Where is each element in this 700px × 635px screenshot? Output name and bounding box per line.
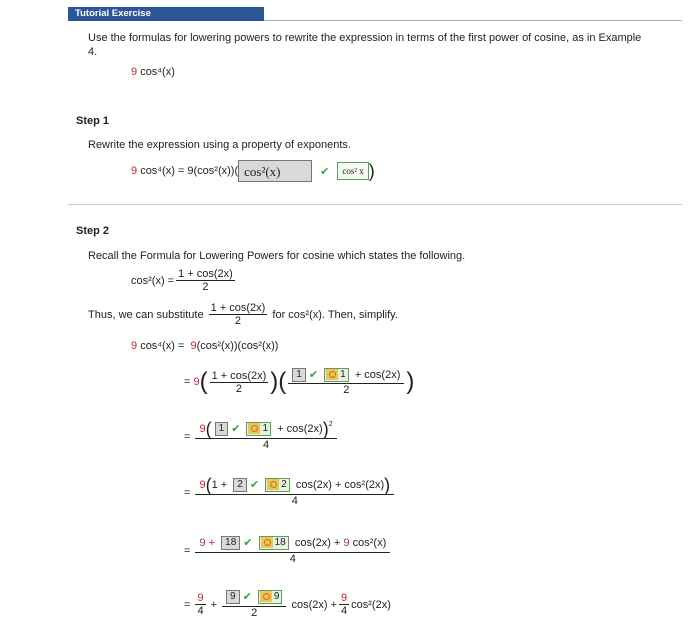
line3-open: 1 + <box>211 478 228 491</box>
key-icon <box>260 591 272 602</box>
simplify-line-2 <box>184 419 339 451</box>
line5-tail: cos²(2x) <box>351 598 391 611</box>
line2-tail: + cos(2x) <box>277 422 323 435</box>
step2-text: Recall the Formula for Lowering Powers for cosine which states the following. <box>88 250 466 262</box>
line1-f2-den: 2 <box>343 384 350 396</box>
line4-input-box[interactable]: 18 <box>221 536 240 550</box>
expand-rhs-coef: 9 <box>190 340 197 352</box>
expand-coef: 9 <box>131 340 138 352</box>
line1-f1-den: 2 <box>235 382 242 395</box>
check-icon: ✔ <box>243 536 253 549</box>
line2-answer-box <box>246 422 271 436</box>
step1-label: Step 1 <box>76 115 110 127</box>
step1-text: Rewrite the expression using a property of exponents. <box>88 139 351 151</box>
step1-lhs: cos⁴(x) = <box>140 165 185 177</box>
formula-fraction <box>176 268 235 293</box>
line1-answer: 1 <box>340 369 346 380</box>
formula-numerator: 1 + cos(2x) <box>178 268 233 280</box>
line1-coef: 9 <box>193 376 200 388</box>
line3-coef: 9 <box>199 478 206 491</box>
intro-text: Use the formulas for lowering powers to rewrite the expression in terms of the first power of cosine, as in Example 4. <box>88 32 642 58</box>
line5-f1-den: 4 <box>197 605 204 617</box>
line5-input-box[interactable]: 9 <box>226 590 240 604</box>
substitution-sentence <box>88 302 398 327</box>
line5-answer-box <box>258 590 283 604</box>
line3-answer-box <box>265 478 290 492</box>
equals-sign: = <box>184 544 191 557</box>
check-icon: ✔ <box>231 422 241 435</box>
step-separator <box>68 204 682 205</box>
formula-denominator: 2 <box>202 281 209 293</box>
line3-fraction: $\frac{\text{9(1 + 2 ✔ 2 cos(2x) + cos²(2x))}}{4}$ <box>195 478 394 507</box>
equals-sign: = <box>184 376 191 388</box>
step1-equation: 9 cos⁴(x) = 9(cos²(x))( cos²(x) ✔ cos² x ) <box>131 161 375 181</box>
line5-fraction-2 <box>222 590 286 619</box>
line5-mid: cos(2x) + <box>291 598 338 611</box>
key-icon <box>267 479 279 490</box>
line1-input-box[interactable]: 1 <box>292 368 306 382</box>
line1-answer-box <box>324 368 349 382</box>
step2-label: Step 2 <box>76 225 110 237</box>
line3-tail: cos(2x) + cos²(2x) <box>295 478 385 491</box>
key-icon <box>326 369 338 380</box>
thus-before: Thus, we can substitute <box>88 308 204 321</box>
line3-input-box[interactable]: 2 <box>233 478 247 492</box>
line4-answer: 18 <box>274 537 286 548</box>
thus-fraction <box>209 302 268 327</box>
line2-answer: 1 <box>262 423 269 434</box>
thus-denominator: 2 <box>234 315 242 327</box>
equals-sign: = <box>184 430 191 443</box>
equals-sign: = <box>184 486 191 499</box>
equals-sign: = <box>184 598 191 611</box>
line5-den: 2 <box>251 607 258 619</box>
line2-exponent: 2 <box>328 421 333 429</box>
line2-input-box[interactable]: 1 <box>215 422 229 436</box>
line1-f1-num: 1 + cos(2x) <box>211 369 267 382</box>
formula-lhs: cos²(x) = <box>131 274 175 287</box>
line2-den: 4 <box>262 439 270 451</box>
check-icon: ✔ <box>320 165 330 178</box>
step1-coef: 9 <box>131 165 138 177</box>
thus-numerator: 1 + cos(2x) <box>210 302 266 314</box>
simplify-line-3 <box>184 475 396 507</box>
simplify-line-5 <box>184 590 391 619</box>
tutorial-title: Tutorial Exercise <box>75 8 151 19</box>
header-rule <box>264 20 682 21</box>
line3-den: 4 <box>291 495 298 507</box>
line2-coef: 9 <box>199 422 206 435</box>
step1-answer-box: cos² x <box>337 162 368 180</box>
simplify-line-1: = 9 ( $\frac{1 + \cos(2x)}{2}$ ) ( $\frac{1 ✔ 1 + \cos(2x)}{2}$ ) <box>184 368 415 396</box>
line1-tail: + cos(2x) <box>354 368 401 381</box>
expand-line <box>131 340 278 352</box>
check-icon: ✔ <box>242 590 252 603</box>
line4-c2: 9 <box>343 536 350 549</box>
intro-expression <box>131 66 175 78</box>
line5-fraction-1 <box>195 592 205 617</box>
line5-f2-num: 9 <box>341 592 348 604</box>
lowering-formula <box>131 268 237 293</box>
intro-body: cos⁴(x) <box>140 66 175 78</box>
step1-rhs: 9(cos²(x))( <box>187 165 239 177</box>
tutorial-header <box>68 7 264 21</box>
line4-answer-box <box>259 536 289 550</box>
line4-tail: cos²(x) <box>352 536 387 549</box>
expand-rhs: (cos²(x))(cos²(x)) <box>196 340 279 352</box>
step1-input-box[interactable]: cos²(x) <box>238 160 312 182</box>
key-icon <box>248 423 260 434</box>
line5-f1-num: 9 <box>197 592 204 604</box>
simplify-line-4 <box>184 536 392 565</box>
line4-den: 4 <box>289 553 296 565</box>
line2-fraction: $\frac{9( 1 ✔ 1 + \cos(2x))^2}{4}$ <box>195 422 336 451</box>
key-icon <box>261 537 273 548</box>
check-icon: ✔ <box>249 478 260 491</box>
expand-lhs: cos⁴(x) = <box>140 340 188 352</box>
line4-c1: 9 + <box>199 536 216 549</box>
intro-coef: 9 <box>131 66 138 78</box>
line3-answer: 2 <box>281 479 287 490</box>
line1-fraction-2 <box>288 368 404 396</box>
line1-fraction-1 <box>210 370 269 395</box>
check-icon: ✔ <box>308 368 319 381</box>
thus-after: for cos²(x). Then, simplify. <box>272 308 398 321</box>
line4-mid: cos(2x) + <box>294 536 344 549</box>
line5-fraction-3 <box>339 592 349 617</box>
line5-plus: + <box>210 598 217 611</box>
line5-f2-den: 4 <box>341 605 348 617</box>
line4-fraction <box>195 536 390 565</box>
line5-answer: 9 <box>273 591 280 602</box>
